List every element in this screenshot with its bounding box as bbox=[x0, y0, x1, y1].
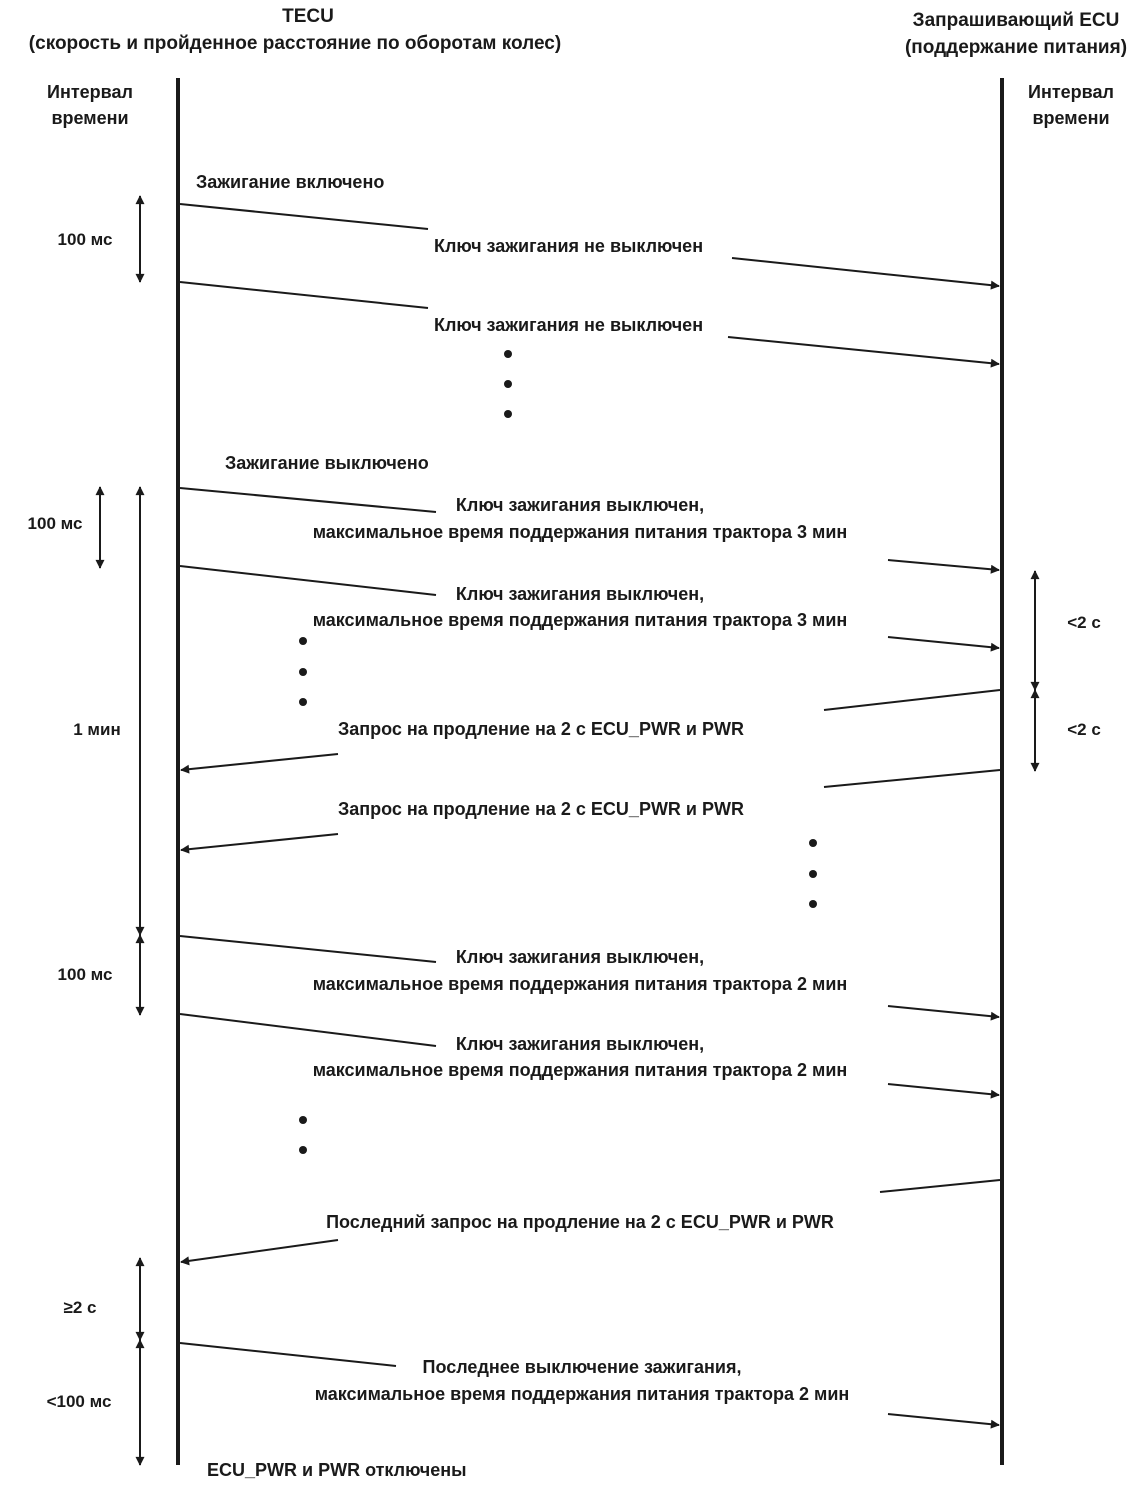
ellipsis-dot bbox=[299, 1116, 307, 1124]
ellipsis-dot bbox=[299, 1146, 307, 1154]
interval-label: ≥2 с bbox=[63, 1298, 97, 1317]
message-arrow bbox=[180, 1343, 396, 1366]
message-arrow bbox=[181, 834, 338, 850]
interval-label: <2 с bbox=[1067, 720, 1101, 739]
message-arrow bbox=[180, 1014, 436, 1046]
ellipsis-dot bbox=[299, 668, 307, 676]
message-arrow bbox=[888, 1414, 999, 1425]
message-label: максимальное время поддержания питания трактора 3 мин bbox=[312, 522, 848, 542]
ignition-off-label: Зажигание выключено bbox=[225, 453, 429, 473]
ecu-title: Запрашивающий ECU bbox=[912, 10, 1120, 31]
right-interval-label: Интервал bbox=[1028, 82, 1114, 102]
message-arrow bbox=[180, 936, 436, 962]
interval-label: <2 с bbox=[1067, 613, 1101, 632]
interval-label: 100 мс bbox=[57, 965, 113, 984]
message-label: Ключ зажигания выключен, bbox=[455, 947, 705, 967]
message-label: Ключ зажигания выключен, bbox=[455, 495, 705, 515]
interval-label: <100 мс bbox=[46, 1392, 112, 1411]
message-label: Запрос на продление на 2 с ECU_PWR и PWR bbox=[338, 799, 744, 819]
message-label: Ключ зажигания не выключен bbox=[434, 236, 704, 256]
interval-label: 100 мс bbox=[57, 230, 113, 249]
message-arrow bbox=[180, 488, 436, 512]
ellipsis-dot bbox=[504, 380, 512, 388]
interval-label: 1 мин bbox=[73, 720, 121, 739]
interval-label: 100 мс bbox=[27, 514, 83, 533]
message-label: максимальное время поддержания питания трактора 2 мин bbox=[312, 1060, 848, 1080]
message-arrow bbox=[888, 1084, 999, 1095]
ellipsis-dot bbox=[809, 870, 817, 878]
message-label: Ключ зажигания выключен, bbox=[455, 584, 705, 604]
ellipsis-dot bbox=[809, 900, 817, 908]
message-arrow bbox=[732, 258, 999, 286]
tecu-subtitle: (скорость и пройденное расстояние по оборотам колес) bbox=[28, 33, 562, 54]
message-arrow bbox=[728, 337, 999, 364]
message-label: максимальное время поддержания питания трактора 3 мин bbox=[312, 610, 848, 630]
message-label: максимальное время поддержания питания трактора 2 мин bbox=[312, 974, 848, 994]
message-arrow bbox=[888, 560, 999, 570]
power-off-label: ECU_PWR и PWR отключены bbox=[207, 1460, 467, 1480]
ecu-subtitle: (поддержание питания) bbox=[904, 37, 1128, 58]
message-label: Ключ зажигания не выключен bbox=[434, 315, 704, 335]
ellipsis-dot bbox=[504, 410, 512, 418]
ellipsis-dot bbox=[299, 637, 307, 645]
left-interval-label: времени bbox=[51, 108, 129, 128]
message-arrow bbox=[880, 1180, 1000, 1192]
message-arrow bbox=[824, 690, 1000, 710]
message-label: Последнее выключение зажигания, bbox=[422, 1357, 742, 1377]
left-interval-label: Интервал bbox=[47, 82, 133, 102]
message-label: максимальное время поддержания питания трактора 2 мин bbox=[314, 1384, 850, 1404]
ignition-on-label: Зажигание включено bbox=[196, 172, 385, 192]
message-label: Ключ зажигания выключен, bbox=[455, 1034, 705, 1054]
ellipsis-dot bbox=[504, 350, 512, 358]
message-arrow bbox=[180, 204, 428, 229]
tecu-title: TECU bbox=[282, 6, 334, 27]
message-label: Запрос на продление на 2 с ECU_PWR и PWR bbox=[338, 719, 744, 739]
ellipsis-dot bbox=[809, 839, 817, 847]
message-arrow bbox=[180, 282, 428, 308]
message-arrow bbox=[181, 754, 338, 770]
message-arrow bbox=[888, 1006, 999, 1017]
ellipsis-dot bbox=[299, 698, 307, 706]
right-interval-label: времени bbox=[1032, 108, 1110, 128]
message-arrow bbox=[181, 1240, 338, 1262]
message-arrow bbox=[824, 770, 1000, 787]
message-arrow bbox=[888, 637, 999, 648]
message-arrow bbox=[180, 566, 436, 595]
message-label: Последний запрос на продление на 2 с ECU_PWR и PWR bbox=[326, 1212, 834, 1232]
